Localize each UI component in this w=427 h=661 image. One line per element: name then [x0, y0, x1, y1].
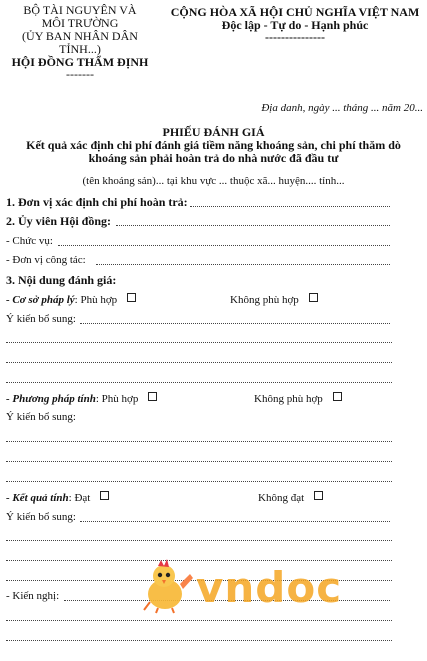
form-subtitle-1: Kết quả xác định chi phí đánh giá tiềm năng khoáng sản, chi phí thăm dò	[26, 138, 401, 152]
criterion-legal-colon: :	[74, 294, 81, 306]
criterion-legal	[6, 293, 136, 306]
legal-fail-checkbox[interactable]	[309, 293, 318, 302]
country-name: CỘNG HÒA XÃ HỘI CHỦ NGHĨA VIỆT NAM	[170, 5, 420, 19]
result-pass-checkbox[interactable]	[100, 491, 109, 500]
legal-comment-line-2[interactable]	[6, 342, 392, 343]
criterion-legal-pass: Phù hợp	[80, 294, 118, 306]
motto: Độc lập - Tự do - Hạnh phúc	[221, 18, 369, 32]
method-comment-line-3[interactable]	[6, 481, 392, 482]
criterion-method-fail-group	[254, 392, 342, 405]
criterion-result-label: - Kết quả tính	[6, 492, 69, 504]
criterion-result-fail: Không đạt	[258, 492, 305, 504]
council-name: HỘI ĐỒNG THẨM ĐỊNH	[11, 55, 149, 69]
header-right-rule: ---------------	[265, 30, 325, 44]
legal-comment-label: Ý kiến bổ sung:	[6, 313, 76, 325]
position-fill-line[interactable]	[58, 245, 390, 246]
method-pass-checkbox[interactable]	[148, 392, 157, 401]
criterion-result-colon: :	[68, 492, 75, 504]
result-comment-label: Ý kiến bổ sung:	[6, 511, 76, 523]
criterion-legal-fail: Không phù hợp	[230, 294, 299, 306]
form-title: PHIẾU ĐÁNH GIÁ	[162, 125, 265, 139]
method-comment-line-2[interactable]	[6, 461, 392, 462]
criterion-method-colon: :	[95, 393, 102, 405]
section-2-fill-line[interactable]	[116, 225, 390, 226]
ministry-line-3: (ỦY BAN NHÂN DÂN	[22, 29, 138, 43]
header-left	[0, 4, 160, 79]
method-comment-label: Ý kiến bổ sung:	[6, 411, 76, 423]
section-1-fill-line[interactable]	[190, 206, 390, 207]
ministry-line-2: MÔI TRƯỜNG	[41, 16, 119, 30]
ministry-line-4: TỈNH...)	[59, 42, 101, 56]
criterion-legal-fail-group	[230, 293, 318, 306]
criterion-legal-label: - Cơ sở pháp lý	[6, 294, 75, 306]
legal-pass-checkbox[interactable]	[127, 293, 136, 302]
recommendation-label: - Kiến nghị:	[6, 590, 60, 602]
result-fail-checkbox[interactable]	[314, 491, 323, 500]
recommendation-line-2[interactable]	[6, 620, 392, 621]
ministry-line-1: BỘ TÀI NGUYÊN VÀ	[23, 3, 137, 17]
result-comment-line-1[interactable]	[80, 521, 390, 522]
recommendation-line-3[interactable]	[6, 640, 392, 641]
criterion-result-pass: Đạt	[74, 492, 91, 504]
chicken-mascot-icon	[138, 558, 198, 614]
header-right	[163, 6, 427, 42]
legal-comment-line-3[interactable]	[6, 362, 392, 363]
workplace-label: - Đơn vị công tác:	[6, 254, 86, 266]
form-subtitle-2: khoáng sản phải hoàn trả do nhà nước đã đầu tư	[88, 151, 339, 165]
form-scope: (tên khoáng sản)... tại khu vực ... thuộc xã... huyện.... tỉnh...	[82, 175, 345, 187]
legal-comment-line-4[interactable]	[6, 382, 392, 383]
legal-comment-line-1[interactable]	[80, 323, 390, 324]
criterion-method	[6, 392, 157, 405]
position-label: - Chức vụ:	[6, 235, 53, 247]
criterion-method-pass: Phù hợp	[101, 393, 139, 405]
method-comment-line-1[interactable]	[6, 441, 392, 442]
criterion-method-fail: Không phù hợp	[254, 393, 323, 405]
section-2-label: 2. Ủy viên Hội đồng:	[6, 214, 112, 228]
place-date: Địa danh, ngày ... tháng ... năm 20...	[261, 102, 423, 114]
section-3-label: 3. Nội dung đánh giá:	[6, 273, 117, 287]
workplace-fill-line[interactable]	[96, 264, 390, 265]
criterion-result	[6, 491, 109, 504]
watermark-text: vndoc	[196, 563, 343, 612]
method-fail-checkbox[interactable]	[333, 392, 342, 401]
section-1-label: 1. Đơn vị xác định chi phí hoàn trả:	[6, 195, 188, 209]
header-left-rule: -------	[66, 67, 94, 81]
criterion-method-label: - Phương pháp tính	[6, 393, 96, 405]
result-comment-line-2[interactable]	[6, 540, 392, 541]
criterion-result-fail-group	[258, 491, 323, 504]
result-comment-line-3[interactable]	[6, 560, 392, 561]
